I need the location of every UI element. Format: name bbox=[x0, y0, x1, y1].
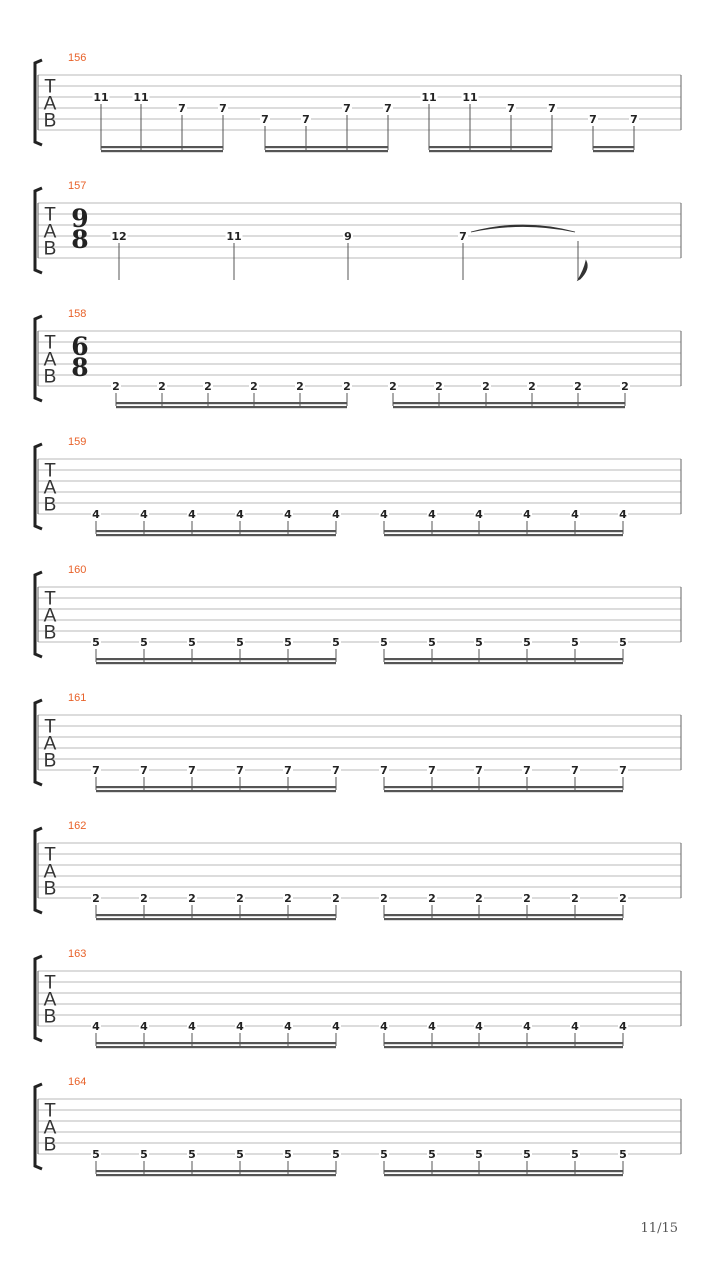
beam-secondary bbox=[384, 534, 623, 536]
measure-number: 163 bbox=[68, 948, 87, 960]
page-number: 11/15 bbox=[640, 1221, 678, 1236]
beam-primary bbox=[384, 658, 623, 660]
fret-number: 2 bbox=[158, 380, 166, 393]
tab-clef-letter: T bbox=[44, 588, 56, 610]
measure-number: 158 bbox=[68, 308, 87, 320]
fret-number: 4 bbox=[619, 1020, 627, 1033]
fret-number: 7 bbox=[571, 764, 579, 777]
fret-number: 5 bbox=[140, 1148, 148, 1161]
fret-number: 5 bbox=[523, 1148, 531, 1161]
fret-number: 2 bbox=[236, 892, 244, 905]
fret-number: 5 bbox=[236, 1148, 244, 1161]
fret-number: 5 bbox=[475, 636, 483, 649]
beam-secondary bbox=[96, 918, 336, 920]
fret-number: 11 bbox=[421, 91, 437, 104]
measure-number: 164 bbox=[68, 1076, 87, 1088]
measure-number: 159 bbox=[68, 436, 87, 448]
fret-number: 5 bbox=[475, 1148, 483, 1161]
beam-primary bbox=[96, 1170, 336, 1172]
fret-number: 7 bbox=[236, 764, 244, 777]
fret-number: 4 bbox=[571, 1020, 579, 1033]
fret-number: 2 bbox=[482, 380, 490, 393]
time-signature-top: 9 bbox=[71, 204, 89, 233]
beam-primary bbox=[265, 146, 388, 148]
measure-number: 161 bbox=[68, 692, 87, 704]
fret-number: 4 bbox=[92, 508, 100, 521]
beam-secondary bbox=[101, 150, 223, 152]
fret-number: 5 bbox=[428, 636, 436, 649]
fret-number: 2 bbox=[250, 380, 258, 393]
fret-number: 7 bbox=[384, 102, 392, 115]
fret-number: 4 bbox=[188, 508, 196, 521]
beam-secondary bbox=[96, 534, 336, 536]
fret-number: 5 bbox=[571, 1148, 579, 1161]
beam-primary bbox=[96, 1042, 336, 1044]
beam-primary bbox=[96, 914, 336, 916]
fret-number: 5 bbox=[332, 636, 340, 649]
fret-number: 9 bbox=[344, 230, 352, 243]
fret-number: 2 bbox=[389, 380, 397, 393]
fret-number: 7 bbox=[428, 764, 436, 777]
fret-number: 7 bbox=[178, 102, 186, 115]
fret-number: 5 bbox=[92, 636, 100, 649]
fret-number: 5 bbox=[380, 1148, 388, 1161]
fret-number: 7 bbox=[630, 113, 638, 126]
fret-number: 2 bbox=[296, 380, 304, 393]
fret-number: 4 bbox=[236, 508, 244, 521]
fret-number: 4 bbox=[284, 508, 292, 521]
fret-number: 7 bbox=[92, 764, 100, 777]
fret-number: 11 bbox=[93, 91, 109, 104]
tab-clef-letter: T bbox=[44, 332, 56, 354]
fret-number: 4 bbox=[428, 1020, 436, 1033]
fret-number: 4 bbox=[380, 508, 388, 521]
beam-secondary bbox=[265, 150, 388, 152]
fret-number: 4 bbox=[619, 508, 627, 521]
fret-number: 7 bbox=[332, 764, 340, 777]
beam-primary bbox=[429, 146, 552, 148]
fret-number: 4 bbox=[475, 1020, 483, 1033]
fret-number: 7 bbox=[523, 764, 531, 777]
fret-number: 5 bbox=[619, 1148, 627, 1161]
fret-number: 7 bbox=[459, 230, 467, 243]
tab-clef-letter: B bbox=[43, 238, 57, 260]
fret-number: 2 bbox=[112, 380, 120, 393]
fret-number: 4 bbox=[92, 1020, 100, 1033]
beam-primary bbox=[96, 786, 336, 788]
beam-primary bbox=[393, 402, 625, 404]
fret-number: 4 bbox=[140, 1020, 148, 1033]
beam-primary bbox=[96, 530, 336, 532]
tab-clef-letter: T bbox=[44, 204, 56, 226]
fret-number: 5 bbox=[380, 636, 388, 649]
tab-clef-letter: T bbox=[44, 76, 56, 98]
tab-clef-letter: A bbox=[43, 1117, 57, 1139]
fret-number: 2 bbox=[571, 892, 579, 905]
tab-clef-letter: T bbox=[44, 460, 56, 482]
fret-number: 11 bbox=[226, 230, 242, 243]
beam-secondary bbox=[429, 150, 552, 152]
tab-clef-letter: B bbox=[43, 1134, 57, 1156]
fret-number: 12 bbox=[111, 230, 127, 243]
tab-clef-letter: T bbox=[44, 844, 56, 866]
fret-number: 2 bbox=[188, 892, 196, 905]
fret-number: 2 bbox=[343, 380, 351, 393]
fret-number: 5 bbox=[428, 1148, 436, 1161]
fret-number: 7 bbox=[284, 764, 292, 777]
fret-number: 7 bbox=[219, 102, 227, 115]
fret-number: 5 bbox=[236, 636, 244, 649]
time-signature-top: 6 bbox=[71, 332, 89, 361]
time-signature-bottom: 8 bbox=[71, 353, 89, 382]
time-signature-bottom: 8 bbox=[71, 225, 89, 254]
fret-number: 4 bbox=[428, 508, 436, 521]
fret-number: 7 bbox=[475, 764, 483, 777]
fret-number: 2 bbox=[284, 892, 292, 905]
measure-number: 157 bbox=[68, 180, 87, 192]
fret-number: 7 bbox=[261, 113, 269, 126]
fret-number: 2 bbox=[574, 380, 582, 393]
fret-number: 5 bbox=[140, 636, 148, 649]
fret-number: 5 bbox=[284, 1148, 292, 1161]
fret-number: 5 bbox=[619, 636, 627, 649]
tab-clef-letter: A bbox=[43, 93, 57, 115]
fret-number: 7 bbox=[302, 113, 310, 126]
fret-number: 7 bbox=[188, 764, 196, 777]
beam-primary bbox=[384, 530, 623, 532]
fret-number: 11 bbox=[133, 91, 149, 104]
fret-number: 2 bbox=[204, 380, 212, 393]
fret-number: 4 bbox=[332, 508, 340, 521]
fret-number: 2 bbox=[428, 892, 436, 905]
beam-secondary bbox=[384, 790, 623, 792]
tab-clef-letter: A bbox=[43, 989, 57, 1011]
beam-secondary bbox=[384, 1174, 623, 1176]
measure-number: 156 bbox=[68, 52, 87, 64]
fret-number: 4 bbox=[571, 508, 579, 521]
fret-number: 4 bbox=[523, 1020, 531, 1033]
fret-number: 7 bbox=[548, 102, 556, 115]
beam-secondary bbox=[96, 1174, 336, 1176]
fret-number: 2 bbox=[332, 892, 340, 905]
fret-number: 7 bbox=[343, 102, 351, 115]
fret-number: 5 bbox=[332, 1148, 340, 1161]
beam-secondary bbox=[593, 150, 634, 152]
note-flag bbox=[578, 261, 587, 280]
fret-number: 4 bbox=[236, 1020, 244, 1033]
beam-secondary bbox=[96, 662, 336, 664]
fret-number: 5 bbox=[523, 636, 531, 649]
fret-number: 7 bbox=[589, 113, 597, 126]
tab-clef-letter: B bbox=[43, 494, 57, 516]
tab-clef-letter: B bbox=[43, 750, 57, 772]
fret-number: 4 bbox=[475, 508, 483, 521]
fret-number: 2 bbox=[380, 892, 388, 905]
fret-number: 4 bbox=[332, 1020, 340, 1033]
tab-clef-letter: T bbox=[44, 716, 56, 738]
measure-number: 160 bbox=[68, 564, 87, 576]
fret-number: 4 bbox=[523, 508, 531, 521]
fret-number: 2 bbox=[619, 892, 627, 905]
tab-clef-letter: A bbox=[43, 733, 57, 755]
fret-number: 2 bbox=[92, 892, 100, 905]
tab-clef-letter: T bbox=[44, 972, 56, 994]
tab-clef-letter: B bbox=[43, 622, 57, 644]
fret-number: 4 bbox=[380, 1020, 388, 1033]
fret-number: 7 bbox=[619, 764, 627, 777]
measure-number: 162 bbox=[68, 820, 87, 832]
tab-clef-letter: A bbox=[43, 221, 57, 243]
tab-clef-letter: T bbox=[44, 1100, 56, 1122]
beam-primary bbox=[384, 786, 623, 788]
fret-number: 5 bbox=[188, 1148, 196, 1161]
tab-clef-letter: B bbox=[43, 110, 57, 132]
fret-number: 5 bbox=[571, 636, 579, 649]
beam-primary bbox=[593, 146, 634, 148]
tab-clef-letter: B bbox=[43, 878, 57, 900]
fret-number: 4 bbox=[140, 508, 148, 521]
tab-clef-letter: A bbox=[43, 477, 57, 499]
beam-primary bbox=[116, 402, 347, 404]
beam-primary bbox=[101, 146, 223, 148]
fret-number: 4 bbox=[188, 1020, 196, 1033]
tab-clef-letter: B bbox=[43, 1006, 57, 1028]
beam-primary bbox=[96, 658, 336, 660]
tab-clef-letter: B bbox=[43, 366, 57, 388]
fret-number: 7 bbox=[140, 764, 148, 777]
fret-number: 7 bbox=[380, 764, 388, 777]
fret-number: 4 bbox=[284, 1020, 292, 1033]
fret-number: 2 bbox=[140, 892, 148, 905]
beam-secondary bbox=[96, 790, 336, 792]
beam-secondary bbox=[384, 918, 623, 920]
beam-secondary bbox=[116, 406, 347, 408]
fret-number: 2 bbox=[621, 380, 629, 393]
fret-number: 7 bbox=[507, 102, 515, 115]
tie-arc bbox=[471, 225, 575, 232]
beam-secondary bbox=[384, 662, 623, 664]
beam-primary bbox=[384, 1042, 623, 1044]
beam-primary bbox=[384, 914, 623, 916]
fret-number: 5 bbox=[284, 636, 292, 649]
fret-number: 2 bbox=[435, 380, 443, 393]
fret-number: 2 bbox=[528, 380, 536, 393]
fret-number: 11 bbox=[462, 91, 478, 104]
beam-secondary bbox=[96, 1046, 336, 1048]
fret-number: 5 bbox=[92, 1148, 100, 1161]
beam-primary bbox=[384, 1170, 623, 1172]
beam-secondary bbox=[384, 1046, 623, 1048]
beam-secondary bbox=[393, 406, 625, 408]
fret-number: 2 bbox=[523, 892, 531, 905]
tab-clef-letter: A bbox=[43, 861, 57, 883]
tab-clef-letter: A bbox=[43, 605, 57, 627]
tab-clef-letter: A bbox=[43, 349, 57, 371]
fret-number: 5 bbox=[188, 636, 196, 649]
fret-number: 2 bbox=[475, 892, 483, 905]
